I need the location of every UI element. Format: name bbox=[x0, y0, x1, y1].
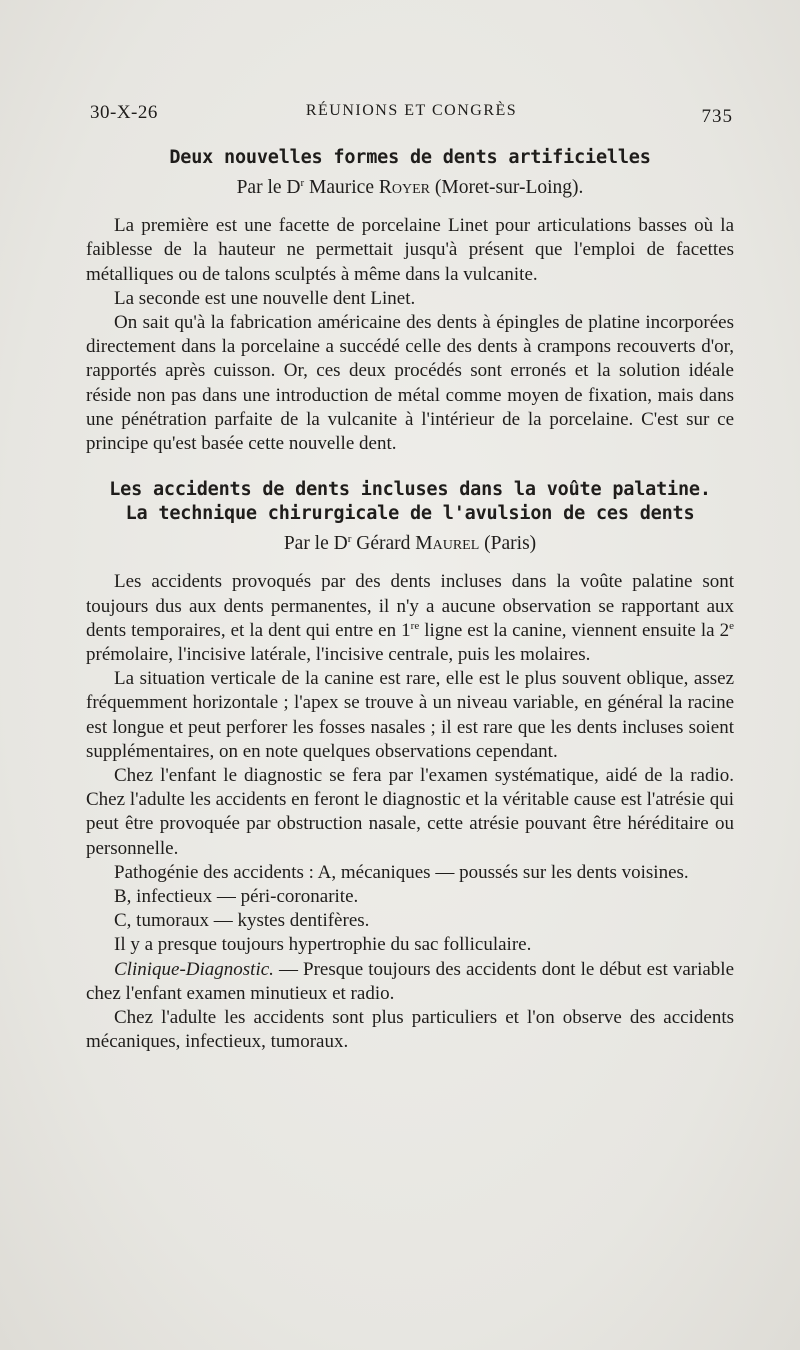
article1-byline bbox=[86, 176, 734, 200]
issue-date: 30-X-26 bbox=[90, 102, 158, 123]
article2-title-line2: La technique chirurgicale de l'avulsion de ces dents bbox=[125, 503, 695, 525]
text-run: — Presque toujours des accidents dont le début est variable chez l'enfant examen minutieux et radio. bbox=[86, 958, 734, 1004]
section-gap bbox=[86, 456, 734, 478]
section-title: RÉUNIONS ET CONGRÈS bbox=[305, 102, 518, 119]
article2-paragraph: Chez l'enfant le diagnostic se fera par l'examen systématique, aidé de la radio. Chez l'adulte les accidents en feront le diagnostic et la véritable cause est l'atrésie qui peut être provoquée par obstruction nasale, cette atrésie pouvant être héréditaire ou personnelle. bbox=[86, 765, 734, 859]
page-number: 735 bbox=[701, 106, 733, 127]
author-surname: Maurel bbox=[415, 533, 480, 555]
article1-title: Deux nouvelles formes de dents artificielles bbox=[169, 147, 651, 168]
article2-paragraph: B, infectieux — péri-coronarite. bbox=[114, 886, 359, 908]
article2-title-line1: Les accidents de dents incluses dans la voûte palatine. bbox=[109, 479, 711, 501]
text-run: prémolaire, l'incisive latérale, l'incisive centrale, puis les molaires. bbox=[86, 644, 591, 666]
byline-prefix: Par le D bbox=[283, 533, 348, 555]
byline-sup: r bbox=[347, 533, 352, 546]
article2-byline bbox=[86, 532, 734, 556]
ordinal-sup: e bbox=[729, 619, 734, 632]
author-surname: Royer bbox=[378, 177, 430, 198]
article2-paragraph: C, tumoraux — kystes dentifères. bbox=[114, 910, 370, 932]
article1-paragraph: La seconde est une nouvelle dent Linet. bbox=[114, 287, 416, 309]
italic-heading: Clinique-Diagnostic. bbox=[114, 958, 274, 980]
byline-prefix: Par le D bbox=[236, 177, 301, 198]
article2-paragraph: Chez l'adulte les accidents sont plus particuliers et l'on observe des accidents mécaniques, infectieux, tumoraux. bbox=[86, 1007, 734, 1053]
text-run: ligne est la canine, viennent ensuite la 2 bbox=[419, 619, 730, 641]
page-content bbox=[86, 146, 734, 1055]
article2-paragraph bbox=[86, 570, 734, 667]
author-firstname: Maurice bbox=[304, 177, 379, 198]
author-place: (Paris) bbox=[479, 533, 537, 555]
article2-title bbox=[86, 478, 734, 526]
author-place: (Moret-sur-Loing). bbox=[430, 177, 584, 198]
author-firstname: Gérard bbox=[351, 533, 416, 555]
article2-paragraph: Pathogénie des accidents : A, mécaniques — poussés sur les dents voisines. bbox=[114, 861, 689, 883]
ordinal-sup: re bbox=[410, 619, 420, 632]
article2-paragraph: Il y a presque toujours hypertrophie du sac folliculaire. bbox=[114, 934, 532, 956]
article1-paragraph: On sait qu'à la fabrication américaine des dents à épingles de platine incorporées directement dans la porcelaine a succédé celle des dents à crampons recouverts d'or, rapportés après cuisson. Or, ces deux procédés sont erronés et la solution idéale réside non pas dans une introduction de métal comme moyen de fixation, mais dans une pénétration parfaite de la vulcanite à l'intérieur de la porcelaine. C'est sur ce principe qu'est basée cette nouvelle dent. bbox=[86, 312, 734, 455]
byline-sup: r bbox=[300, 177, 305, 189]
article2-paragraph: La situation verticale de la canine est rare, elle est le plus souvent oblique, assez fréquemment horizontale ; l'apex se trouve à un niveau variable, en général la racine est longue et peut perforer les fosses nasales ; il est rare que les dents incluses soient supplémentaires, on en note quelques observations cependant. bbox=[86, 668, 734, 762]
article1-paragraph: La première est une facette de porcelaine Linet pour articulations basses où la faiblesse de la hauteur ne permettait jusqu'à présent que l'emploi de facettes métalliques ou de talons sculptés à même dans la vulcanite. bbox=[86, 215, 734, 285]
article2-paragraph bbox=[86, 958, 734, 1006]
text-run: Les accidents provoqués par des dents incluses dans la voûte palatine sont toujours dus aux dents permanentes, il n'y a aucune observation se rapportant aux dents temporaires, et la dent qui entre en 1 bbox=[86, 571, 734, 641]
running-head bbox=[90, 102, 733, 130]
